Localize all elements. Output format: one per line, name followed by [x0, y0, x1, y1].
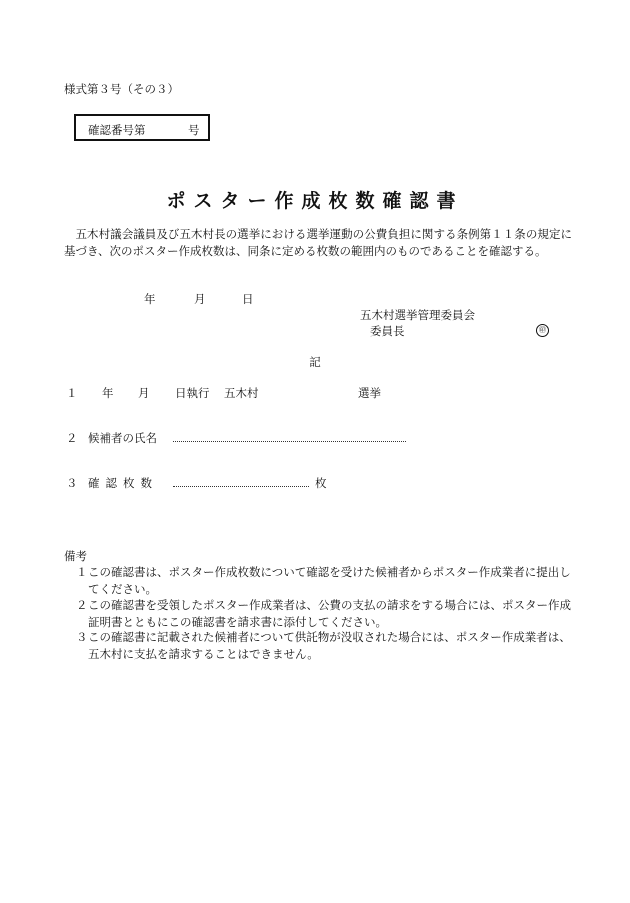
confirmation-number-suffix: 号	[188, 123, 200, 137]
candidate-name-field[interactable]	[173, 441, 406, 442]
item1-village: 五木村	[224, 386, 259, 400]
intro-paragraph: 五木村議会議員及び五木村長の選挙における選挙運動の公費負担に関する条例第１１条の規定に基づき、次のポスター作成枚数は、同条に定める枚数の範囲内のものであることを確認する。	[64, 227, 572, 258]
item1-election: 選挙	[358, 386, 381, 400]
confirmed-count-field[interactable]	[173, 486, 309, 487]
item1-year: 年	[102, 386, 114, 400]
date-year: 年	[144, 292, 156, 306]
note-number: ３	[76, 630, 88, 644]
note-number: ２	[76, 598, 88, 612]
confirmation-number-label: 確認番号第	[88, 123, 146, 137]
form-number: 様式第３号（その３）	[64, 82, 179, 96]
item1-number: １	[66, 386, 78, 400]
note-item	[76, 564, 572, 597]
document-title: ポスター作成枚数確認書	[166, 190, 464, 212]
notes-heading: 備考	[64, 549, 87, 563]
date-month: 月	[194, 292, 206, 306]
note-number: １	[76, 565, 88, 579]
issuer-committee: 五木村選挙管理委員会	[360, 308, 475, 322]
candidate-name-label: 候補者の氏名	[88, 431, 157, 445]
note-text: この確認書は、ポスター作成枚数について確認を受けた候補者からポスター作成業者に提出してください。	[88, 565, 571, 596]
confirmation-number-box	[74, 114, 210, 141]
seal-mark-icon: ㊞	[536, 324, 549, 337]
note-text: この確認書に記載された候補者について供託物が没収された場合には、ポスター作成業者は、五木村に支払を請求することはできません。	[88, 630, 571, 661]
item1-month: 月	[138, 386, 150, 400]
ki-heading: 記	[309, 355, 321, 369]
count-unit: 枚	[315, 476, 327, 490]
issuer-chair: 委員長	[370, 324, 405, 338]
confirmed-count-label: 確認枚数	[88, 476, 158, 490]
item3-number: ３	[66, 476, 78, 490]
note-item	[76, 629, 572, 662]
item1-day: 日執行	[175, 386, 210, 400]
note-text: この確認書を受領したポスター作成業者は、公費の支払の請求をする場合には、ポスター作成証明書とともにこの確認書を請求書に添付してください。	[88, 598, 571, 629]
date-day: 日	[242, 292, 254, 306]
item2-number: ２	[66, 431, 78, 445]
note-item	[76, 597, 572, 630]
